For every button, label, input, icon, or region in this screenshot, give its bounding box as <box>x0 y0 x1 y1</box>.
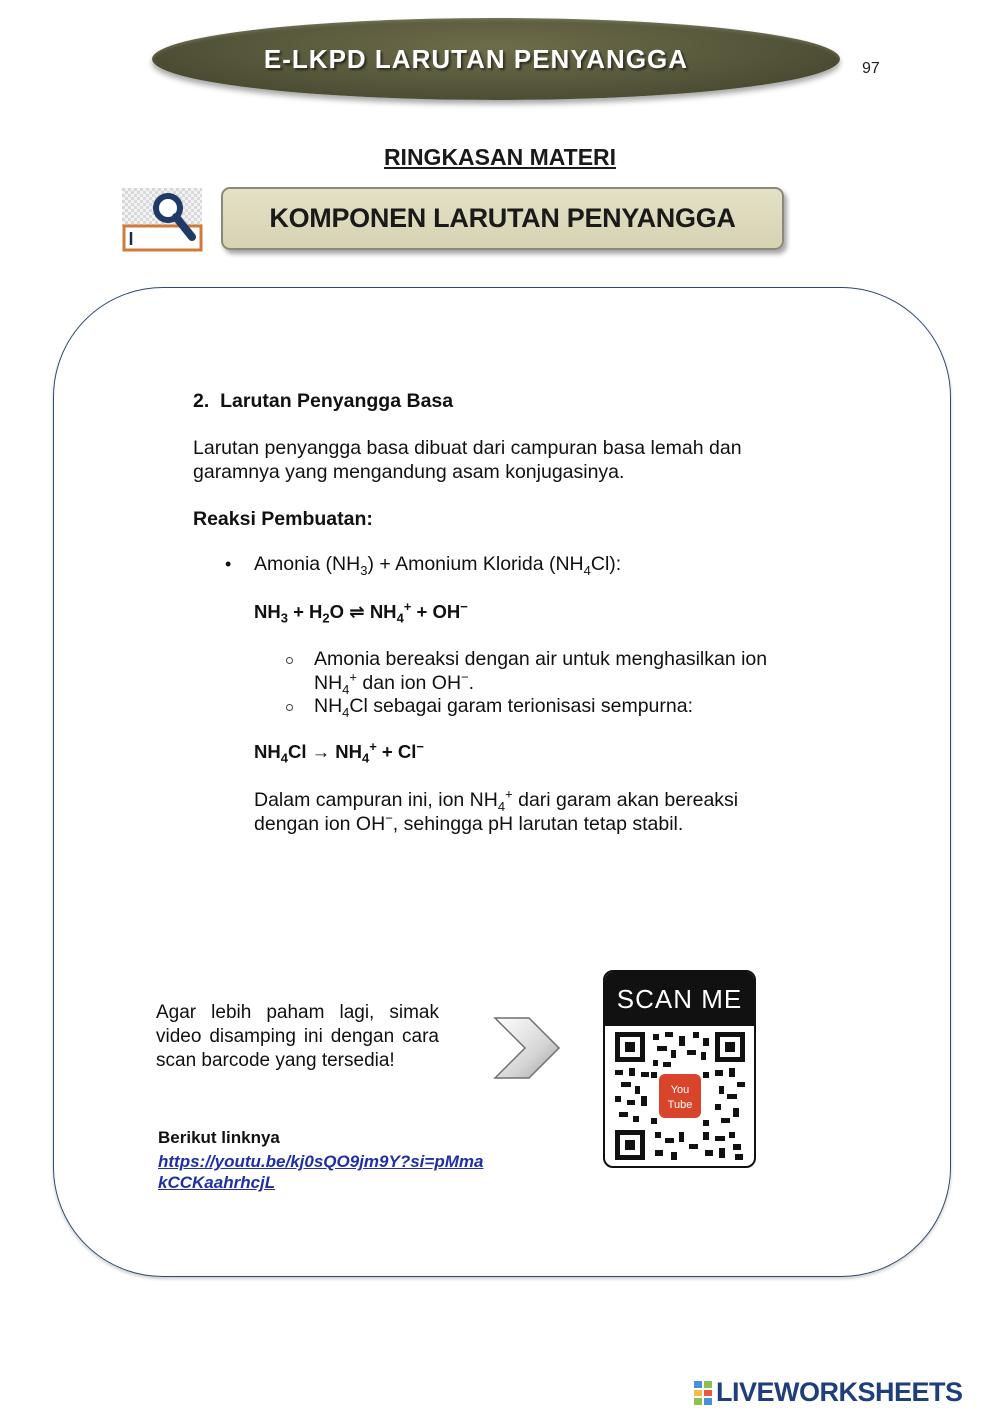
liveworksheets-logo[interactable] <box>694 1377 963 1408</box>
youtube-logo-line-1: You <box>670 1084 690 1096</box>
liveworksheets-brand: LIVEWORKSHEETS <box>716 1377 963 1407</box>
section-banner <box>221 187 784 250</box>
link-label: Berikut linknya <box>158 1128 280 1147</box>
summary-heading: RINGKASAN MATERI <box>383 144 617 170</box>
section-number: 2. <box>193 390 210 412</box>
video-link[interactable]: https://youtu.be/kj0sQO9jm9Y?si=pMmakCCKaahrhcjL <box>158 1152 484 1192</box>
section-title: KOMPONEN LARUTAN PENYANGGA <box>269 203 736 233</box>
magnifier-icon <box>122 188 204 254</box>
liveworksheets-tiles-icon <box>694 1381 712 1405</box>
qr-code-card[interactable] <box>603 970 756 1168</box>
sub-bullet-2 <box>286 704 293 711</box>
equation-1: $NH_3 + H_2O$ ⇌ $NH_4^+ + OH^-$ <box>254 598 468 626</box>
equation-2: $NH_4Cl \to NH_4^+ + Cl^-$ <box>254 738 424 766</box>
sub-item-1 <box>314 647 767 695</box>
bullet-dot: • <box>225 554 232 574</box>
sub-item-1-line-1: Amonia bereaksi dengan air untuk menghasilkan ion <box>314 648 768 670</box>
title-banner <box>152 18 840 100</box>
document-title: E-LKPD LARUTAN PENYANGGA <box>263 43 689 74</box>
section-heading-text: Larutan Penyangga Basa <box>220 390 454 412</box>
conclusion-line-1: Dalam campuran ini, ion $NH_4^+$ dari garam akan bereaksi <box>254 786 739 814</box>
intro-line-1: Larutan penyangga basa dibuat dari campuran basa lemah dan <box>193 437 742 459</box>
page-number: 97 <box>862 60 880 77</box>
bullet-item: Amonia $(NH_3)$ + Amonium Klorida $(NH_4Cl)$: <box>254 553 622 578</box>
scan-me-label: SCAN ME <box>605 972 754 1026</box>
section-heading <box>193 389 453 413</box>
intro-paragraph <box>193 436 742 484</box>
youtube-icon <box>659 1074 701 1118</box>
conclusion-line-2: dengan ion OH−, sehingga pH larutan tetap stabil. <box>254 810 684 835</box>
chevron-right-icon <box>493 1016 561 1080</box>
youtube-logo-line-2: Tube <box>667 1099 693 1111</box>
conclusion-paragraph <box>254 788 738 836</box>
sub-item-1-line-2: $NH_4^+$ dan ion OH−. <box>314 669 475 697</box>
scan-prompt: Agar lebih paham lagi, simak video disamping ini dengan cara scan barcode yang tersedia! <box>156 1002 439 1071</box>
intro-line-2: garamnya yang mengandung asam konjugasinya. <box>193 461 625 483</box>
sub-item-2: $NH_4Cl$ sebagai garam terionisasi sempurna: <box>314 695 693 720</box>
qr-code[interactable] <box>615 1032 745 1160</box>
reaction-heading: Reaksi Pembuatan: <box>193 508 373 530</box>
sub-bullet-1 <box>286 657 293 664</box>
